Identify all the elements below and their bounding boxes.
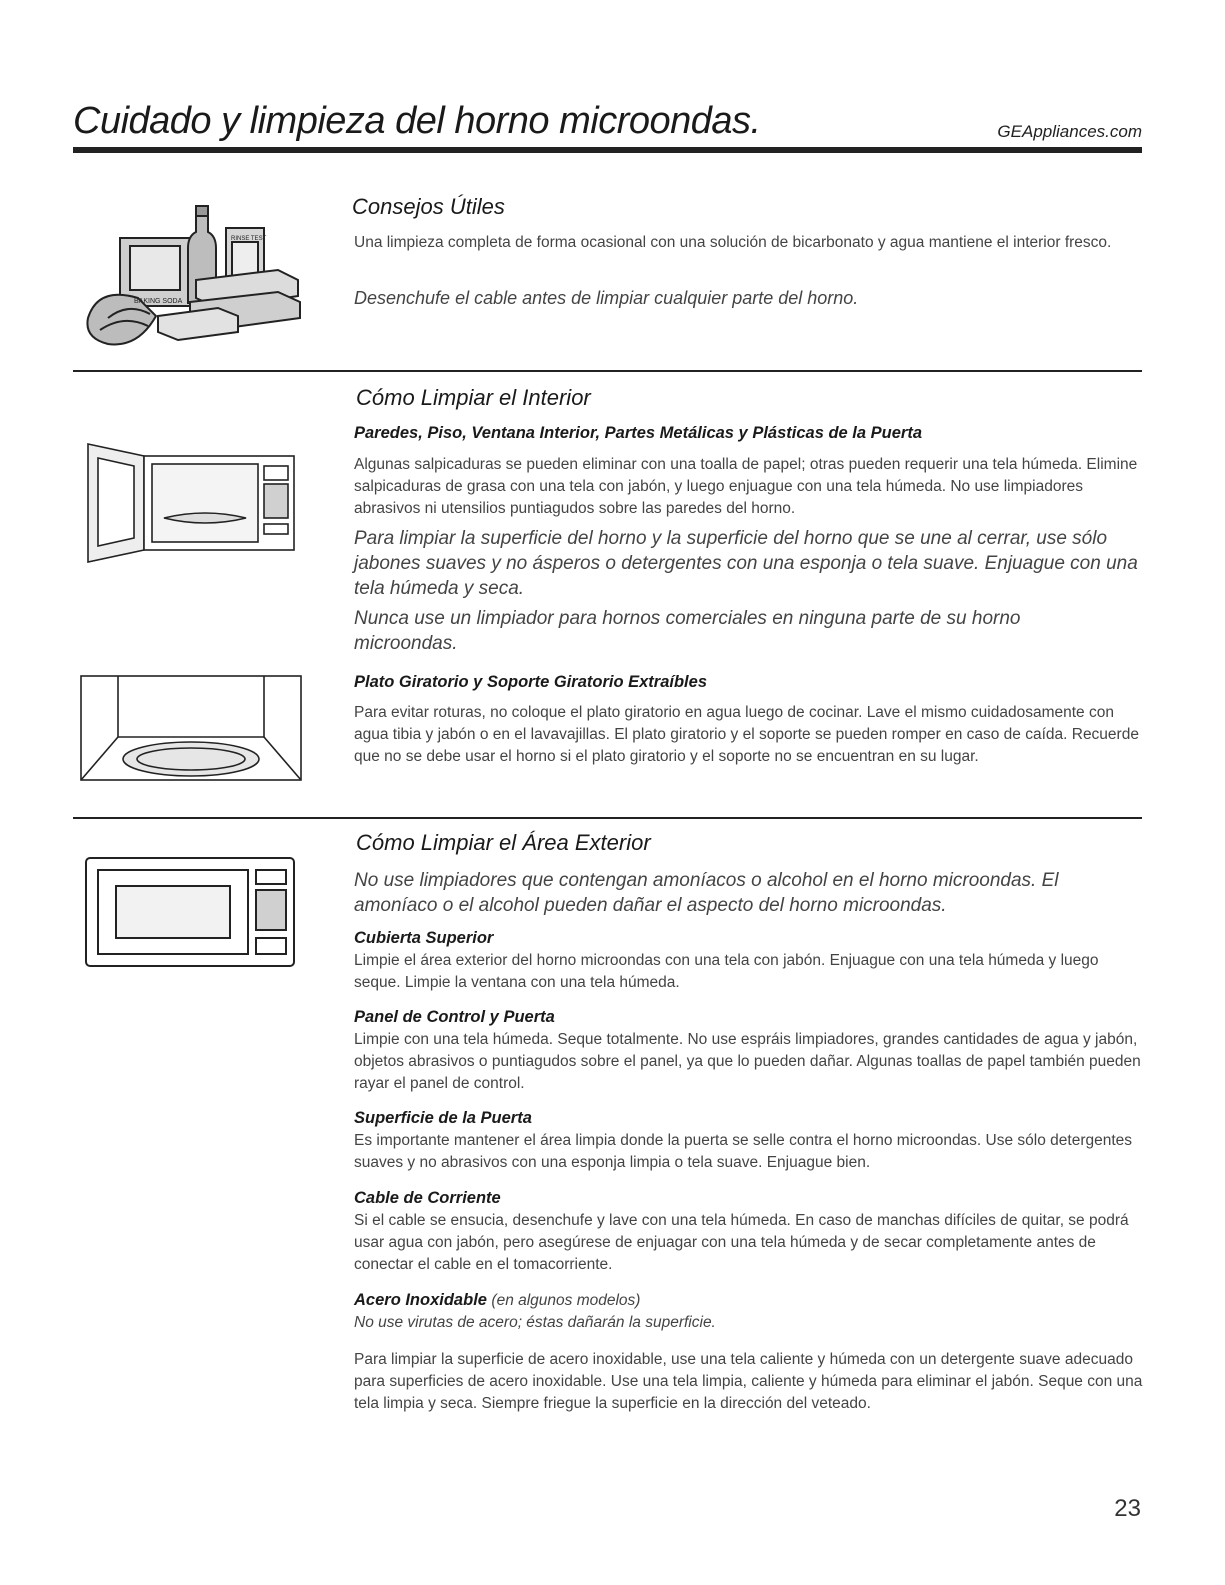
steel-warning: No use virutas de acero; éstas dañarán la superficie.	[354, 1314, 716, 1331]
open-microwave-illustration	[84, 438, 298, 568]
tips-warning: Desenchufe el cable antes de limpiar cualquier parte del horno.	[354, 288, 859, 308]
page-title: Cuidado y limpieza del horno microondas.	[73, 100, 761, 142]
section-divider	[73, 370, 1142, 372]
cord-text: Si el cable se ensucia, desenchufe y lave con una tela húmeda. En caso de manchas difíciles de quitar, se podrá usar agua con jabón, pero asegúrese de enjuagar con una tela húmeda y de secar completamente antes de conectar el cable en el tomacorriente.	[354, 1212, 1129, 1273]
steel-note: (en algunos modelos)	[491, 1292, 641, 1309]
door-heading: Superficie de la Puerta	[354, 1109, 532, 1127]
turntable-illustration	[80, 675, 302, 781]
panel-text: Limpie con una tela húmeda. Seque totalmente. No use espráis limpiadores, grandes cantidades de agua y jabón, objetos abrasivos o puntiagudos sobre el panel, ya que lo pueden dañar. Algunas toallas de papel también pueden rayar el panel de control.	[354, 1031, 1141, 1092]
steel-heading: Acero Inoxidable	[354, 1291, 487, 1309]
panel-heading: Panel de Control y Puerta	[354, 1008, 555, 1026]
header-rule	[73, 147, 1142, 153]
top-text: Limpie el área exterior del horno microondas con una tela con jabón. Enjuague con una tela húmeda y luego seque. Limpie la ventana con una tela húmeda.	[354, 952, 1099, 991]
walls-italic-warning: Nunca use un limpiador para hornos comerciales en ninguna parte de su horno microondas.	[354, 608, 1021, 654]
tray-text: Para evitar roturas, no coloque el plato giratorio en agua luego de cocinar. Lave el mismo cuidadosamente con agua tibia y jabón o en el lavavajillas. El plato giratorio y el soporte se pueden romper en caso de caída. Recuerde que no se debe usar el horno si el plato giratorio y el soporte no se encuentran en su lugar.	[354, 704, 1139, 765]
tips-heading: Consejos Útiles	[352, 194, 505, 219]
rinse-box-label: RINSE TEST	[231, 236, 267, 242]
site-url: GEAppliances.com	[997, 122, 1142, 141]
top-heading: Cubierta Superior	[354, 929, 494, 947]
baking-soda-label: BAKING SODA	[134, 298, 183, 305]
cleaning-supplies-illustration	[78, 198, 318, 358]
steel-heading-line	[354, 1291, 640, 1310]
tips-text: Una limpieza completa de forma ocasional con una solución de bicarbonato y agua mantiene el interior fresco.	[354, 234, 1112, 251]
walls-text: Algunas salpicaduras se pueden eliminar con una toalla de papel; otras pueden requerir una tela húmeda. Elimine salpicaduras de grasa con una tela con jabón, y luego enjuague con una tela húmeda. No use limpiadores abrasivos ni utensilios puntiagudos sobre las paredes del horno.	[354, 456, 1138, 517]
walls-italic-note: Para limpiar la superficie del horno y la superficie del horno que se une al cerrar, use sólo jabones suaves y no ásperos o detergentes con una esponja o tela suave. Enjuague con una tela húmeda y seca.	[354, 528, 1138, 599]
door-text: Es importante mantener el área limpia donde la puerta se selle contra el horno microondas. Use sólo detergentes suaves y no abrasivos con una esponja limpia o tela suave. Enjuague bien.	[354, 1132, 1133, 1171]
cord-heading: Cable de Corriente	[354, 1189, 501, 1207]
steel-text: Para limpiar la superficie de acero inoxidable, use una tela caliente y húmeda con un detergente suave adecuado para superficies de acero inoxidable. Use una tela limpia, caliente y húmeda para eliminar el jabón. Seque con una tela limpia y seca. Siempre friegue la superficie en la dirección del veteado.	[354, 1351, 1143, 1412]
exterior-heading: Cómo Limpiar el Área Exterior	[356, 830, 651, 855]
tray-heading: Plato Giratorio y Soporte Giratorio Extraíbles	[354, 673, 707, 691]
page-number: 23	[1114, 1495, 1141, 1522]
section-divider	[73, 817, 1142, 819]
interior-heading: Cómo Limpiar el Interior	[356, 385, 591, 410]
walls-heading: Paredes, Piso, Ventana Interior, Partes Metálicas y Plásticas de la Puerta	[354, 424, 922, 442]
exterior-warning: No use limpiadores que contengan amoníacos o alcohol en el horno microondas. El amoníaco o el alcohol pueden dañar el aspecto del horno microondas.	[354, 870, 1059, 916]
closed-microwave-illustration	[84, 856, 296, 968]
